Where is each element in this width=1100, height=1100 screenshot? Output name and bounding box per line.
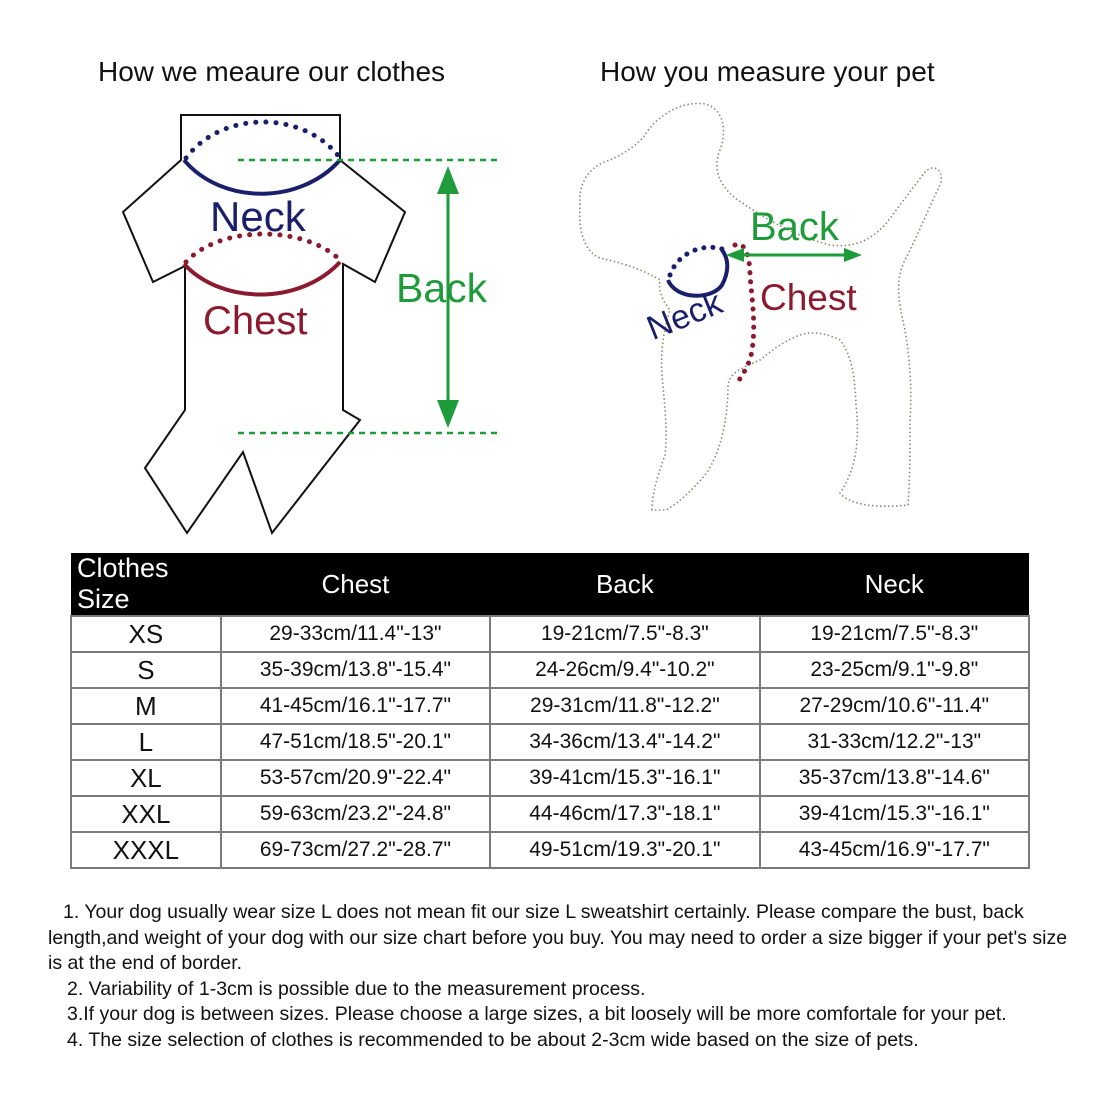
size-notes [48,900,1078,1053]
chest-cell: 35-39cm/13.8"-15.4" [221,652,490,688]
neck-cell: 23-25cm/9.1"-9.8" [760,652,1029,688]
chest-cell: 47-51cm/18.5"-20.1" [221,724,490,760]
note-item: 2. Variability of 1-3cm is possible due to the measurement process. [67,977,646,1000]
pet-measure-heading: How you measure your pet [600,56,935,87]
chest-cell: 69-73cm/27.2"-28.7" [221,832,490,868]
dog-chest-dotted-line [735,244,754,385]
neck-cell: 31-33cm/12.2"-13" [760,724,1029,760]
garment-neck-label: Neck [210,193,306,240]
table-row [71,832,1029,868]
garment-back-label: Back [396,265,488,311]
header-neck: Neck [760,553,1029,616]
back-cell: 29-31cm/11.8"-12.2" [490,688,759,724]
clothes-measure-heading: How we meaure our clothes [98,56,446,87]
header-chest: Chest [221,553,490,616]
size-cell: XL [71,760,221,796]
neck-cell: 27-29cm/10.6"-11.4" [760,688,1029,724]
note-item: 1. Your dog usually wear size L does not mean fit our size L sweatshirt certainly. Please compare the bust, back length,and weight of your dog with our size chart before you buy. You may need to order a size bigger if your pet's size is at the end of border. [48,901,1068,974]
table-row [71,724,1029,760]
header-back: Back [490,553,759,616]
neck-cell: 39-41cm/15.3"-16.1" [760,796,1029,832]
neck-cell: 43-45cm/16.9"-17.7" [760,832,1029,868]
size-chart-table [70,553,1030,869]
chest-cell: 41-45cm/16.1"-17.7" [221,688,490,724]
neck-cell: 19-21cm/7.5"-8.3" [760,616,1029,652]
size-cell: M [71,688,221,724]
dog-back-label: Back [750,205,839,249]
chest-cell: 59-63cm/23.2"-24.8" [221,796,490,832]
table-row [71,652,1029,688]
size-cell: XXL [71,796,221,832]
table-row [71,760,1029,796]
note-item: 3.If your dog is between sizes. Please choose a large sizes, a bit loosely will be more comfortale for your pet. [67,1003,1007,1025]
header-clothes-size: Clothes Size [71,553,221,616]
size-cell: XXXL [71,832,221,868]
chest-cell: 53-57cm/20.9"-22.4" [221,760,490,796]
back-cell: 19-21cm/7.5"-8.3" [490,616,759,652]
size-cell: S [71,652,221,688]
table-header-row [71,553,1029,616]
size-cell: L [71,724,221,760]
back-cell: 49-51cm/19.3"-20.1" [490,832,759,868]
dog-neck-label: Neck [641,283,728,348]
garment-chest-label: Chest [203,299,308,343]
back-cell: 34-36cm/13.4"-14.2" [490,724,759,760]
back-cell: 39-41cm/15.3"-16.1" [490,760,759,796]
chest-cell: 29-33cm/11.4"-13" [221,616,490,652]
table-row [71,796,1029,832]
table-row [71,616,1029,652]
note-item: 4. The size selection of clothes is recommended to be about 2-3cm wide based on the size of pets. [67,1028,919,1051]
dog-neck-dotted-line [670,247,725,275]
dog-chest-label: Chest [760,277,857,318]
dog-back-arrow-head-right [844,248,862,262]
size-cell: XS [71,616,221,652]
neck-cell: 35-37cm/13.8"-14.6" [760,760,1029,796]
dog-diagram [0,0,1100,545]
back-cell: 44-46cm/17.3"-18.1" [490,796,759,832]
table-row [71,688,1029,724]
back-cell: 24-26cm/9.4"-10.2" [490,652,759,688]
